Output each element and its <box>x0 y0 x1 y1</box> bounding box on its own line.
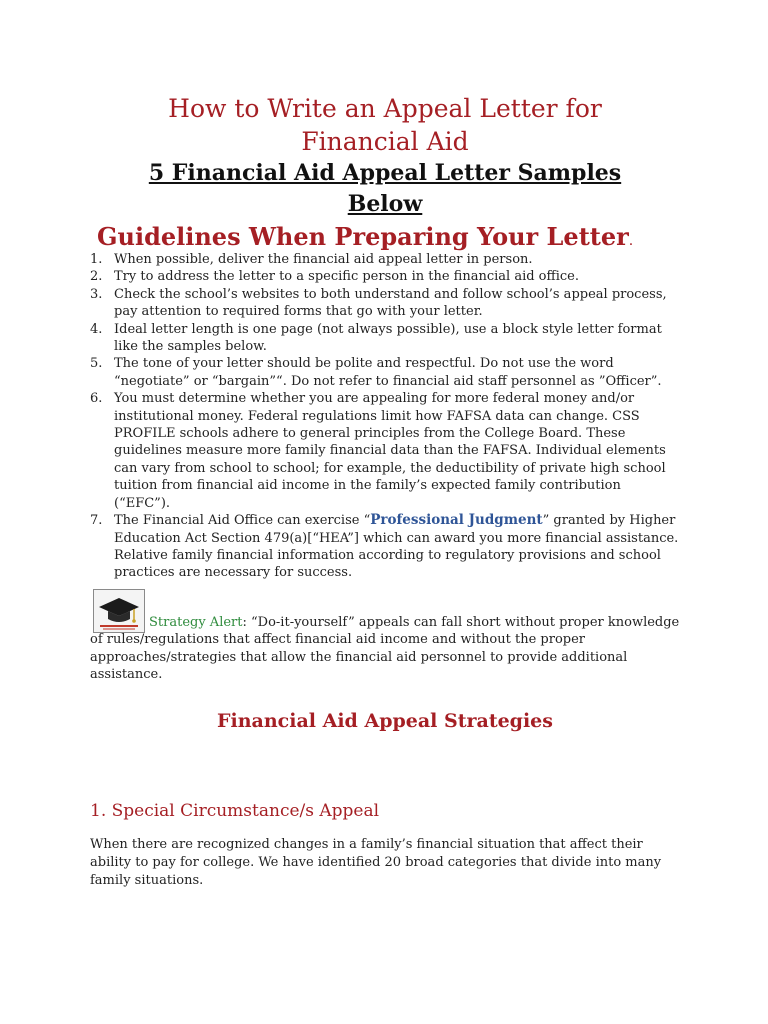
professional-judgment-emphasis: Professional Judgment <box>370 512 543 529</box>
list-item <box>90 390 680 512</box>
list-item <box>90 268 680 285</box>
list-item-text: You must determine whether you are appealing for more federal money and/or institutional money. Federal regulations limit how FAFSA data can change. CSS PROFILE schools adhere to general principles from the College Board. These guidelines measure more family financial data than the FAFSA. Individual elements can vary from school to school; for example, the deductibility of private high school tuition from financial aid income in the family’s expected family contribution (“EFC”). <box>114 391 666 511</box>
list-item-text: Check the school’s websites to both understand and follow school’s appeal process, pay attention to required forms that go with your letter. <box>114 286 667 320</box>
strategy-alert-paragraph <box>90 614 680 684</box>
strategy-alert-text: “Do-it-yourself” appeals can fall short without proper knowledge of rules/regulations that affect financial aid income and without the proper approaches/strategies that allow the financial aid personnel to provide additional assistance. <box>90 615 680 683</box>
list-item <box>90 512 680 582</box>
list-item-number: 1. <box>90 252 103 267</box>
list-item-text: The tone of your letter should be polite and respectful. Do not use the word “negotiate” or “bargain”“. Do not refer to financial aid staff personnel as ”Officer”. <box>114 356 662 389</box>
list-item <box>90 286 680 321</box>
list-item-text: When possible, deliver the financial aid appeal letter in person. <box>114 252 533 267</box>
list-item-text: Try to address the letter to a specific person in the financial aid office. <box>114 269 580 285</box>
page-title-line-2: Financial Aid <box>301 127 469 156</box>
list-item <box>90 321 680 356</box>
list-item-text-part-1: The Financial Aid Office can exercise “ <box>114 513 371 529</box>
list-item-text-part-2: ” granted by Higher Education Act Section 479(a)[“HEA”] which can award you more financial assistance. Relative family financial information according to regulatory provisions and school practices are necessary for success. <box>114 513 679 581</box>
subtitle-line-2: Below <box>347 191 423 217</box>
page-title-line-1: How to Write an Appeal Letter for <box>168 94 602 123</box>
strategy-alert-colon: : <box>242 615 247 630</box>
list-item-text: Ideal letter length is one page (not always possible), use a block style letter format like the samples below. <box>114 321 662 355</box>
list-item <box>90 355 680 390</box>
guidelines-heading-text: Guidelines When Preparing Your Letter <box>97 222 629 251</box>
list-item-number: 2. <box>90 269 103 285</box>
strategy-alert-label: Strategy Alert <box>149 615 243 630</box>
list-item-number: 3. <box>90 286 103 302</box>
strategies-heading: Financial Aid Appeal Strategies <box>217 710 553 732</box>
list-item <box>90 251 680 268</box>
subtitle-line-1: 5 Financial Aid Appeal Letter Samples <box>148 160 622 186</box>
list-item-number: 6. <box>90 391 103 407</box>
guidelines-heading-period: . <box>628 233 634 249</box>
list-item-number: 4. <box>90 321 103 337</box>
special-circumstance-body: When there are recognized changes in a family’s financial situation that affect their ability to pay for college. We have identified 20 broad categories that divide into many family situations. <box>90 837 662 888</box>
list-item-number: 7. <box>90 513 103 529</box>
guidelines-list <box>90 251 680 582</box>
special-circumstance-heading: 1. Special Circumstance/s Appeal <box>90 801 380 821</box>
list-item-number: 5. <box>90 356 103 372</box>
